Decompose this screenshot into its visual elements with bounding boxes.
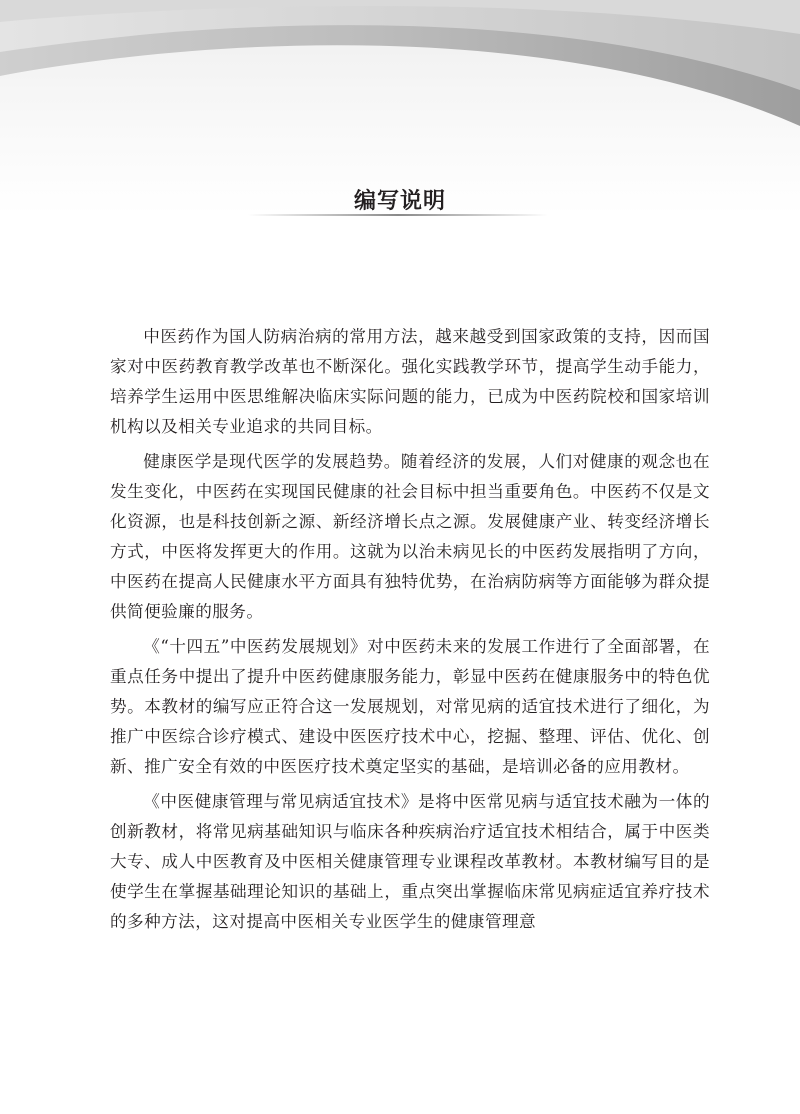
header-decoration [0, 0, 800, 215]
body-text [110, 322, 710, 942]
page-title: 编写说明 [353, 189, 446, 214]
paragraph-4: 《中医健康管理与常见病适宜技术》是将中医常见病与适宜技术融为一体的创新教材，将常见病基础知识与临床各种疾病治疗适宜技术相结合，属于中医类大专、成人中医教育及中医相关健康管理专业课程改革教材。本教材编写目的是使学生在掌握基础理论知识的基础上，重点突出掌握临床常见病症适宜养疗技术的多种方法，这对提高中医相关专业医学生的健康管理意 [110, 792, 710, 931]
paragraph-2: 健康医学是现代医学的发展趋势。随着经济的发展，人们对健康的观念也在发生变化，中医药在实现国民健康的社会目标中担当重要角色。中医药不仅是文化资源，也是科技创新之源、新经济增长点之源。发展健康产业、转变经济增长方式，中医将发挥更大的作用。这就为以治未病见长的中医药发展指明了方向，中医药在提高人民健康水平方面具有独特优势，在治病防病等方面能够为群众提供简便验廉的服务。 [110, 452, 710, 621]
paragraph-3: 《“十四五”中医药发展规划》对中医药未来的发展工作进行了全面部署，在重点任务中提出了提升中医药健康服务能力，彰显中医药在健康服务中的特色优势。本教材的编写应正符合这一发展规划，对常见病的适宜技术进行了细化，为推广中医综合诊疗模式、建设中医医疗技术中心，挖掘、整理、评估、优化、创新、推广安全有效的中医医疗技术奠定坚实的基础，是培训必备的应用教材。 [110, 637, 710, 776]
title-underline [248, 213, 548, 217]
paragraph-1: 中医药作为国人防病治病的常用方法，越来越受到国家政策的支持，因而国家对中医药教育教学改革也不断深化。强化实践教学环节，提高学生动手能力，培养学生运用中医思维解决临床实际问题的能力，已成为中医药院校和国家培训机构以及相关专业追求的共同目标。 [110, 327, 710, 436]
